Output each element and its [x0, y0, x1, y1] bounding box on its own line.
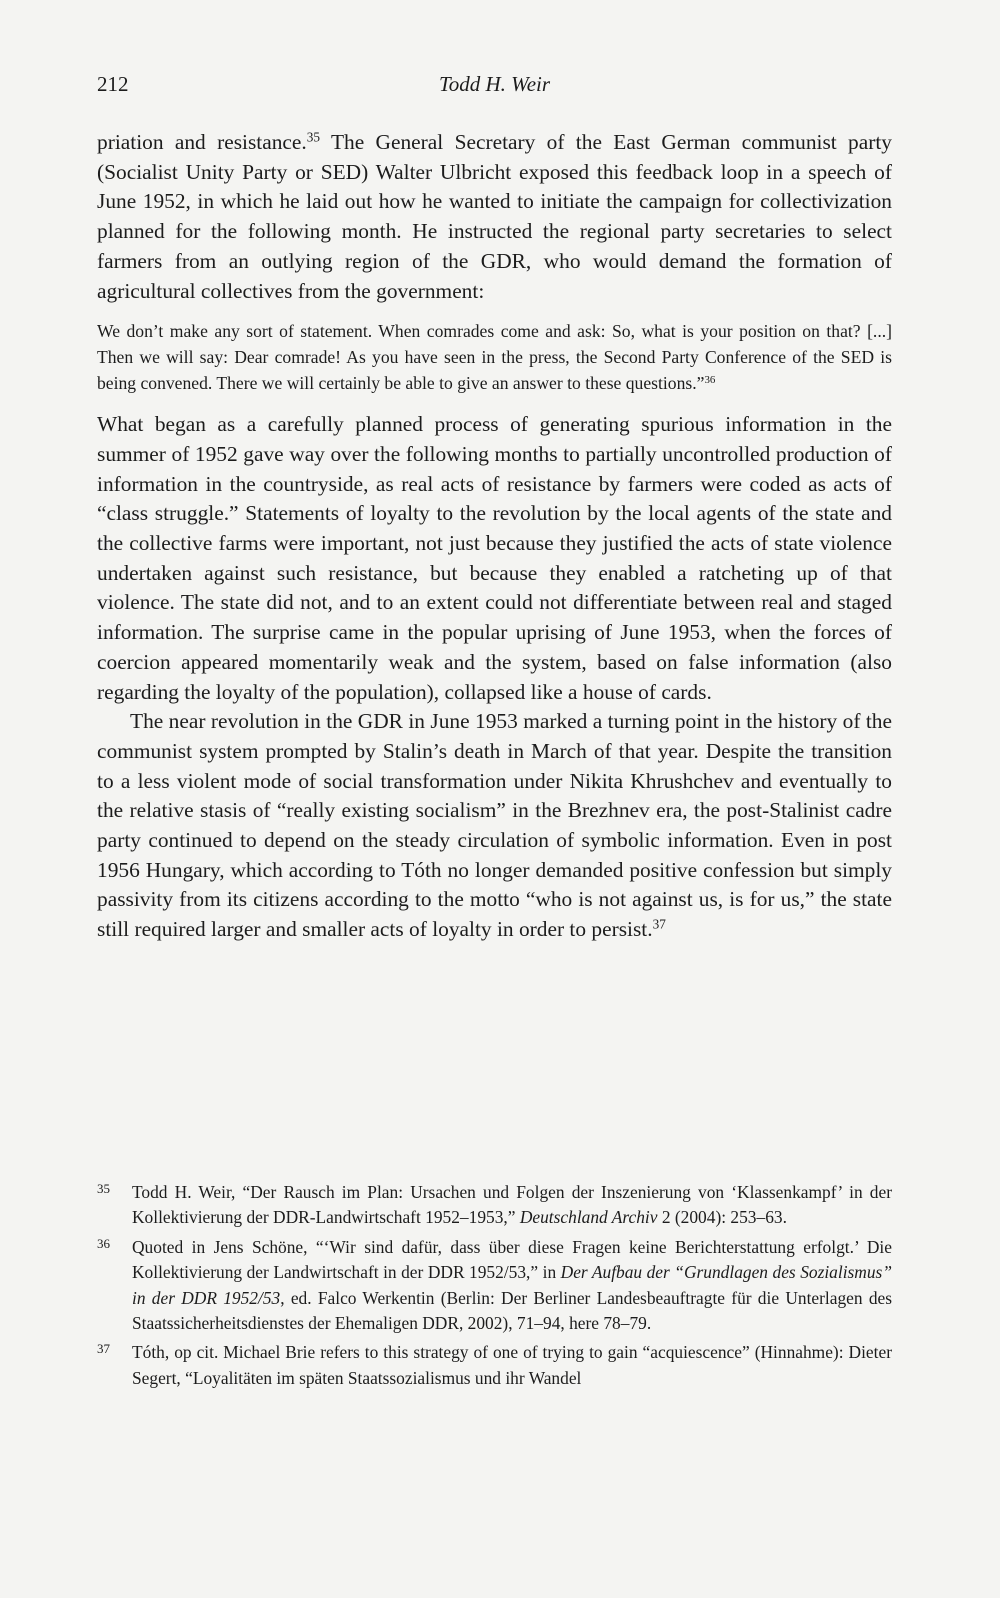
- footnote-ref-35: 35: [306, 129, 321, 145]
- footnote-number: 37: [97, 1341, 110, 1357]
- footnotes: [97, 1180, 892, 1395]
- paragraph-3-text: The near revolution in the GDR in June 1953 marked a turning point in the history of the communist system prompted by Stalin’s death in March of that year. Despite the transition to a less violent mode of social transformation under Nikita Khrushchev and eventually to the relative stasis of “really existing socialism” in the Brezhnev era, the post-Stalinist cadre party continued to depend on the steady circulation of symbolic information. Even in post 1956 Hungary, which according to Tóth no longer demanded positive confession but simply passivity from its citizens according to the motto “who is not against us, is for us,” the state still required larger and smaller acts of loyalty in order to persist.: [97, 709, 892, 942]
- running-head: Todd H. Weir: [438, 72, 551, 96]
- footnote-text: Quoted in Jens Schöne, “‘Wir sind dafür, dass über diese Fragen keine Berichterstattung erfolgt.’ Die Kollektivierung der Landwirtschaft in der DDR 1952/53,” in: [132, 1236, 892, 1283]
- footnote-37: [97, 1340, 892, 1391]
- paragraph-1: [97, 128, 892, 306]
- footnote-number: 35: [97, 1181, 110, 1196]
- footnote-ref-36: 36: [704, 374, 716, 387]
- footnote-ref-37: 37: [652, 916, 666, 932]
- footnote-title: Der Aufbau der “Grundlagen des Sozialismus” in der DDR 1952/53: [132, 1262, 892, 1308]
- block-quote-text: We don’t make any sort of statement. When comrades come and ask: So, what is your position on that? [...] Then we will say: Dear comrade! As you have seen in the press, the Second Party Conference of the SED is being convened. There we will certainly be able to give an answer to these questions.”: [97, 321, 892, 394]
- paragraph-1-text-b: The General Secretary of the East German communist party (Socialist Unity Party or SED) Walter Ulbricht exposed this feedback loop in a speech of June 1952, in which he laid out how he wanted to initiate the campaign for collectivization planned for the following month. He instructed the regional party secretaries to select farmers from an outlying region of the GDR, who would demand the formation of agricultural collectives from the government:: [97, 130, 893, 303]
- paragraph-2: What began as a carefully planned process of generating spurious information in the summer of 1952 gave way over the following months to partially uncontrolled production of information in the countryside, as real acts of resistance by farmers were coded as acts of “class struggle.” Statements of loyalty to the revolution by the local agents of the state and the collective farms were important, not just because they justified the acts of state violence undertaken against such resistance, but because they enabled a ratcheting up of that violence. The state did not, and to an extent could not differentiate between real and staged information. The surprise came in the popular uprising of June 1953, when the forces of coercion appeared momentarily weak and the system, based on false information (also regarding the loyalty of the population), collapsed like a house of cards.: [97, 412, 892, 704]
- footnote-text-tail: 2 (2004): 253–63.: [657, 1207, 787, 1228]
- main-text: [97, 128, 892, 945]
- page-number: 212: [97, 72, 129, 96]
- footnote-title: Deutschland Archiv: [519, 1207, 658, 1228]
- footnote-36: [97, 1235, 892, 1337]
- footnote-35: [97, 1180, 892, 1231]
- paragraph-3: [97, 707, 892, 945]
- footnote-text: Todd H. Weir, “Der Rausch im Plan: Ursachen und Folgen der Inszenierung von ‘Klassenkampf’ in der Kollektivierung der DDR-Landwirtschaft 1952–1953,”: [132, 1182, 892, 1228]
- footnote-text: Tóth, op cit. Michael Brie refers to this strategy of one of trying to gain “acquiescence” (Hinnahme): Dieter Segert, “Loyalitäten im späten Staatssozialismus und ihr Wandel: [132, 1342, 892, 1388]
- footnote-text-tail: , ed. Falco Werkentin (Berlin: Der Berliner Landesbeauftragte für die Unterlagen des Staatssicherheitsdienstes der Ehemaligen DDR, 2002), 71–94, here 78–79.: [132, 1287, 893, 1334]
- block-quote: [97, 318, 892, 396]
- footnote-number: 36: [97, 1235, 110, 1251]
- page-header: [97, 72, 892, 102]
- paragraph-1-text-a: priation and resistance.: [97, 130, 307, 154]
